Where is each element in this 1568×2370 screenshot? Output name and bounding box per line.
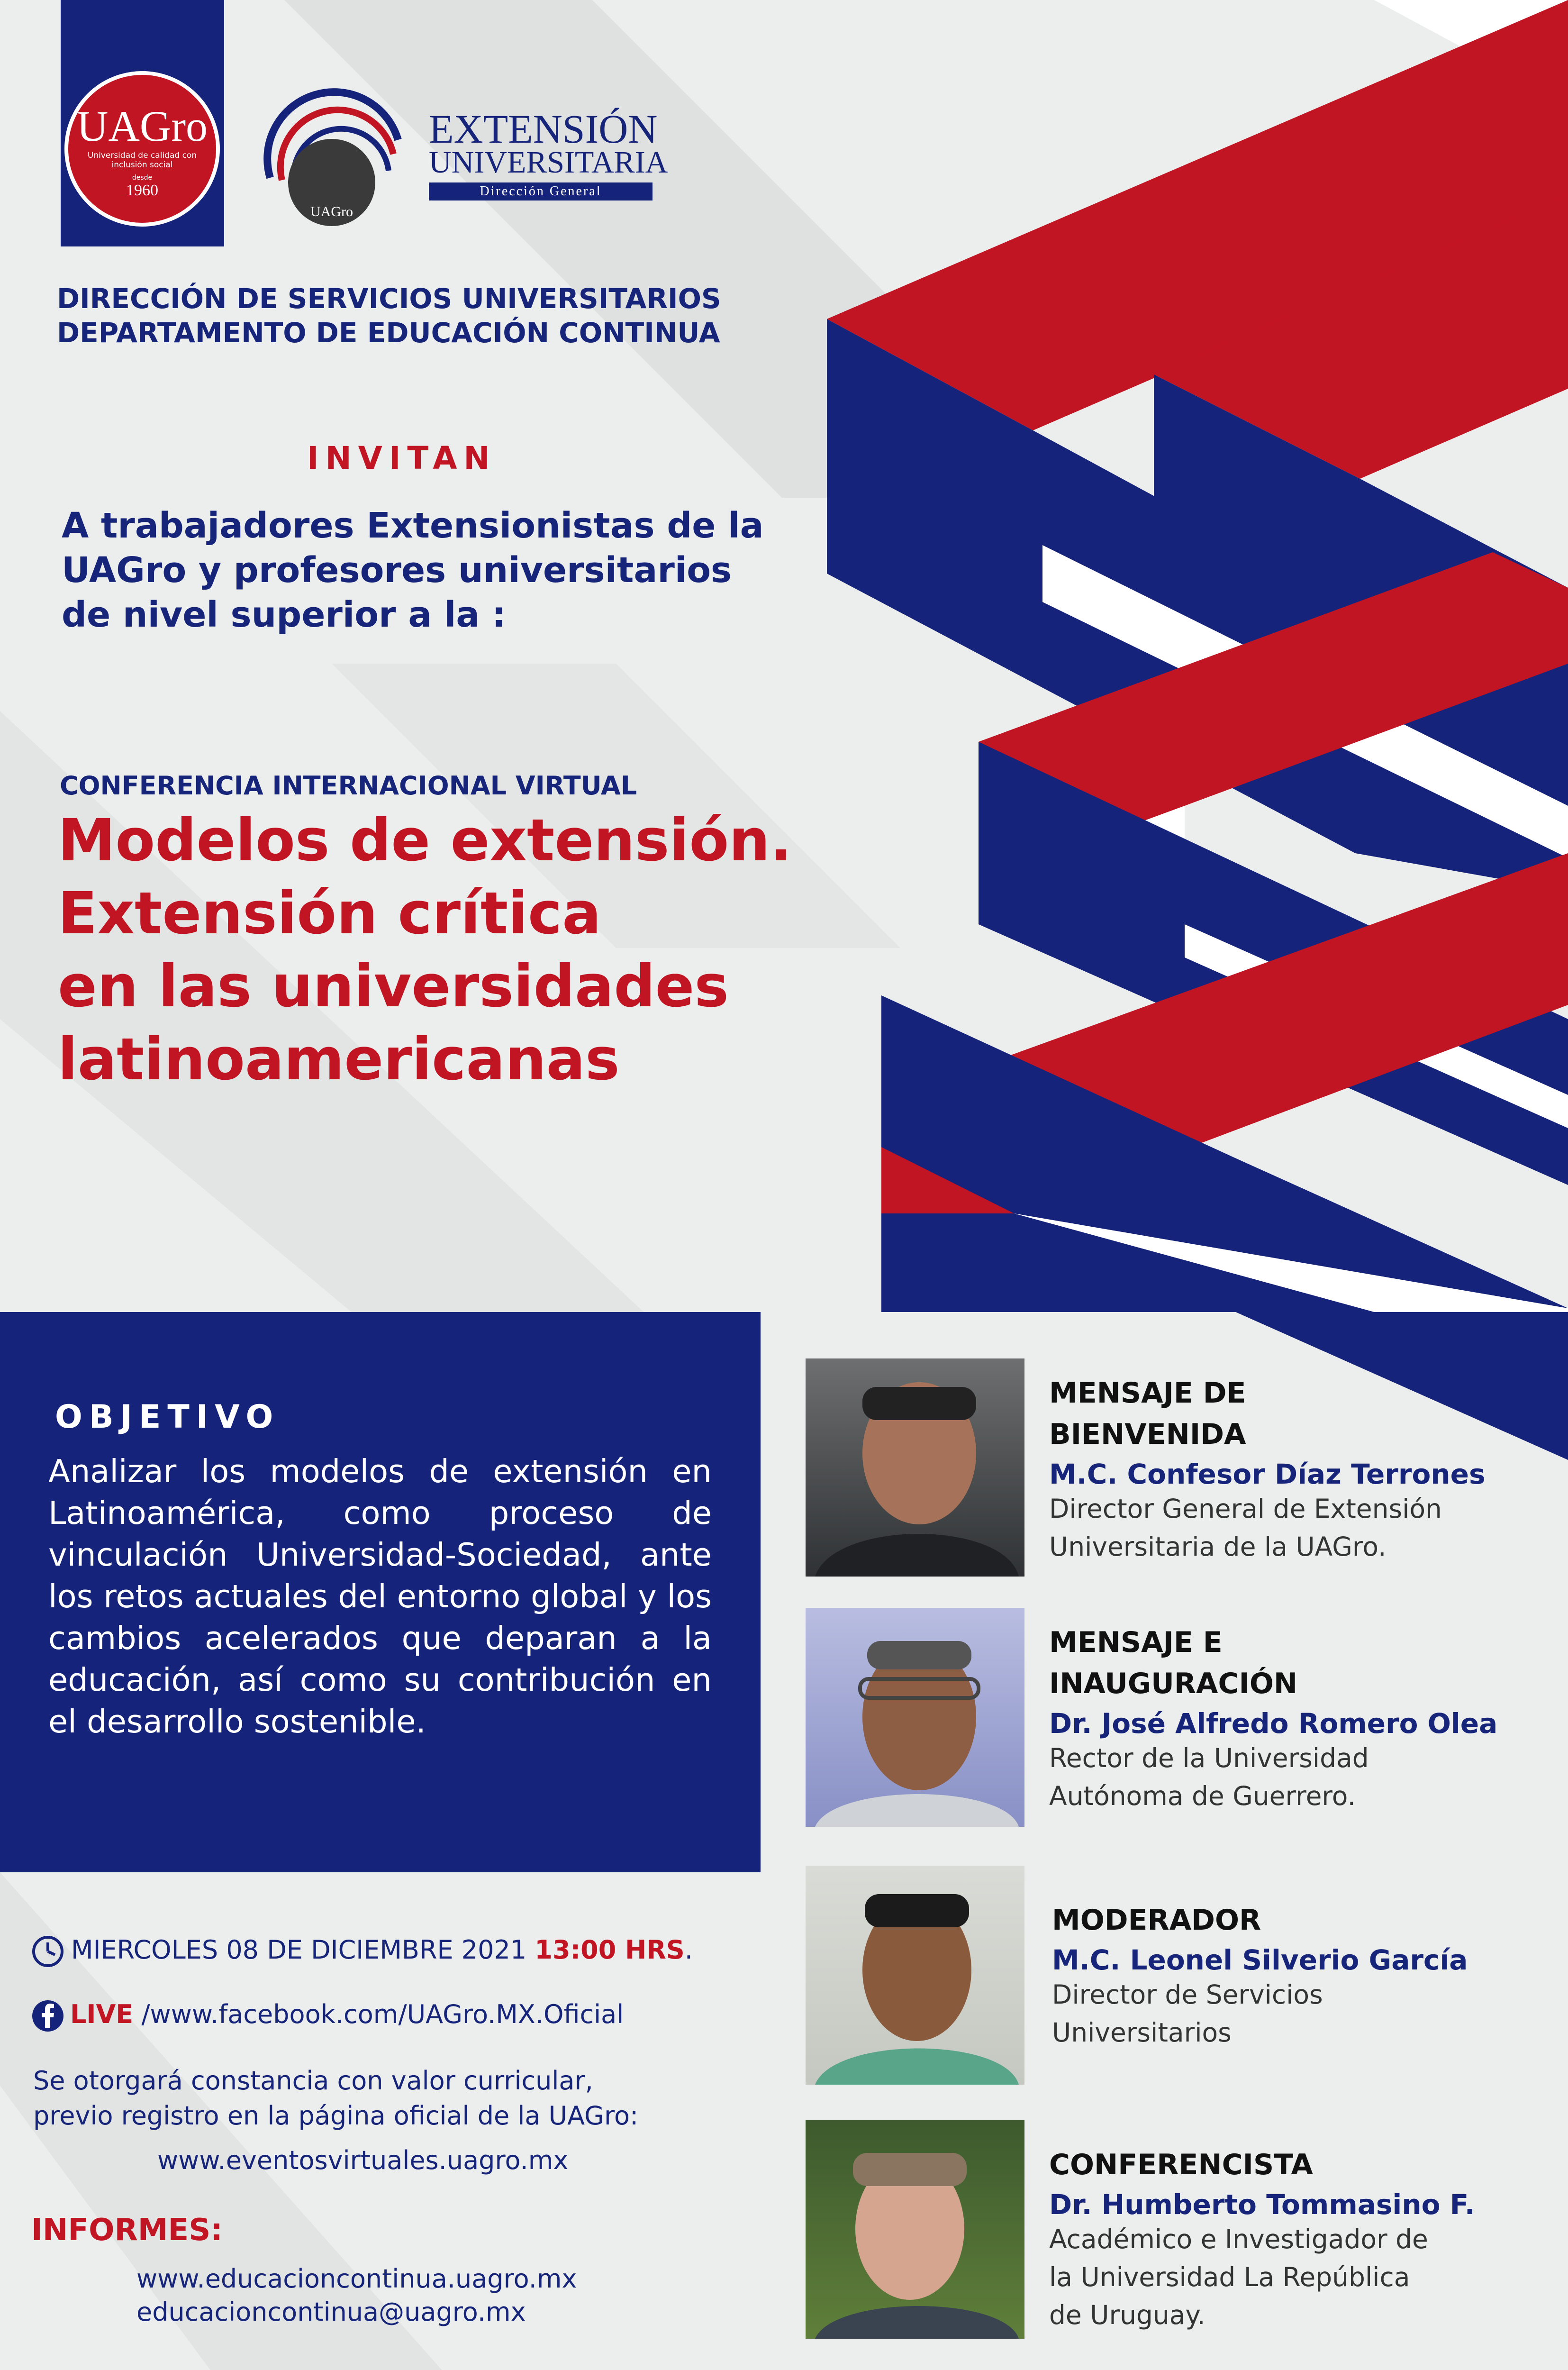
speaker-4-name: Dr. Humberto Tommasino F.	[1049, 2188, 1475, 2221]
speaker-1-role-line-2: BIENVENIDA	[1049, 1418, 1246, 1451]
speaker-4	[1049, 2144, 1475, 2334]
live-label: LIVE	[70, 1999, 134, 2029]
register-url[interactable]: www.eventosvirtuales.uagro.mx	[157, 2145, 569, 2175]
speaker-4-desc-line-2: la Universidad La República	[1049, 2261, 1410, 2292]
speaker-4-role-line-1: CONFERENCISTA	[1049, 2148, 1313, 2181]
audience-line-3: de nivel superior a la :	[62, 594, 506, 635]
extension-title-line1: EXTENSIÓN	[429, 106, 658, 152]
speaker-2-role-line-1: MENSAJE E	[1049, 1626, 1223, 1659]
certificate-line-2: previo registro en la página oficial de la UAGro:	[33, 2101, 639, 2131]
event-time-suffix: .	[684, 1935, 693, 1965]
portrait-icon	[806, 1608, 1024, 1827]
contact-website[interactable]: www.educacioncontinua.uagro.mx	[136, 2264, 577, 2294]
portrait-icon	[806, 1866, 1024, 2085]
conference-title-line-4: latinoamericanas	[58, 1026, 620, 1093]
speaker-2-name: Dr. José Alfredo Romero Olea	[1049, 1707, 1498, 1740]
speaker-2-desc-line-2: Autónoma de Guerrero.	[1049, 1780, 1356, 1811]
logo-uagro-year: 1960	[126, 181, 158, 199]
clock-icon	[31, 1935, 64, 1968]
contact-email[interactable]: educacioncontinua@uagro.mx	[136, 2297, 526, 2327]
department-line-1: DIRECCIÓN DE SERVICIOS UNIVERSITARIOS	[57, 283, 721, 315]
audience-line-2: UAGro y profesores universitarios	[62, 550, 732, 591]
speaker-1-name: M.C. Confesor Díaz Terrones	[1049, 1458, 1486, 1490]
logo-uagro-name: UAGro	[77, 102, 208, 150]
speaker-4-desc-line-1: Académico e Investigador de	[1049, 2224, 1428, 2254]
logo-uagro-seal	[64, 71, 220, 227]
logo-extension-emblem	[256, 83, 412, 239]
logo-uagro-tagline: Universidad de calidad con inclusión social	[87, 151, 197, 170]
facebook-url[interactable]: /www.facebook.com/UAGro.MX.Oficial	[141, 1999, 624, 2029]
speaker-2-role-line-2: INAUGURACIÓN	[1049, 1667, 1298, 1700]
event-date-row	[31, 1935, 693, 1968]
objective-text: Analizar los modelos de extensión en Latinoamérica, como proceso de vinculación Universidad-Sociedad, ante los retos actuales del entorno global y los cambios acelerados que deparan a la educación, así como su contribución en el desarrollo sostenible.	[48, 1453, 712, 1740]
contact-heading: INFORMES:	[31, 2213, 223, 2248]
logo-uagro-since: desde	[132, 173, 153, 182]
portrait-icon	[806, 1358, 1024, 1577]
speaker-1-desc-line-2: Universitaria de la UAGro.	[1049, 1531, 1387, 1562]
invitan-heading: INVITAN	[307, 440, 497, 476]
speaker-3-desc-line-1: Director de Servicios	[1052, 1979, 1323, 2010]
speaker-1-role-line-1: MENSAJE DE	[1049, 1376, 1246, 1410]
portrait-icon	[806, 2120, 1024, 2339]
event-time: 13:00 HRS	[535, 1935, 685, 1965]
speaker-3-name: M.C. Leonel Silverio García	[1052, 1944, 1468, 1976]
logo-uagro-banner	[61, 0, 224, 246]
event-date: MIERCOLES 08 DE DICIEMBRE 2021	[71, 1935, 527, 1965]
speaker-3	[1052, 1900, 1468, 2052]
facebook-icon	[31, 1999, 64, 2033]
extension-direction-bar: Dirección General	[429, 182, 653, 201]
speaker-photo-3	[806, 1866, 1024, 2085]
conference-title-line-3: en las universidades	[58, 953, 729, 1020]
speaker-1-desc-line-1: Director General de Extensión	[1049, 1494, 1442, 1524]
conference-subtitle: CONFERENCIA INTERNACIONAL VIRTUAL	[60, 771, 637, 801]
speaker-3-role-line-1: MODERADOR	[1052, 1904, 1261, 1937]
conference-title-line-1: Modelos de extensión.	[58, 807, 792, 874]
extension-emblem-label: UAGro	[310, 204, 353, 219]
speaker-2-desc-line-1: Rector de la Universidad	[1049, 1743, 1369, 1773]
certificate-line-1: Se otorgará constancia con valor curricular,	[33, 2066, 593, 2096]
speaker-photo-1	[806, 1358, 1024, 1577]
speaker-2	[1049, 1622, 1497, 1815]
department-line-2: DEPARTAMENTO DE EDUCACIÓN CONTINUA	[57, 317, 720, 349]
conference-title-line-2: Extensión crítica	[58, 880, 601, 947]
speaker-3-desc-line-2: Universitarios	[1052, 2017, 1232, 2048]
objective-heading: OBJETIVO	[55, 1398, 280, 1436]
speaker-photo-2	[806, 1608, 1024, 1827]
speaker-1	[1049, 1373, 1486, 1566]
speaker-4-desc-line-3: de Uruguay.	[1049, 2299, 1205, 2330]
speaker-photo-4	[806, 2120, 1024, 2339]
facebook-live-row[interactable]	[31, 1999, 624, 2033]
audience-line-1: A trabajadores Extensionistas de la	[62, 505, 764, 546]
extension-title-line2: UNIVERSITARIA	[429, 145, 668, 180]
